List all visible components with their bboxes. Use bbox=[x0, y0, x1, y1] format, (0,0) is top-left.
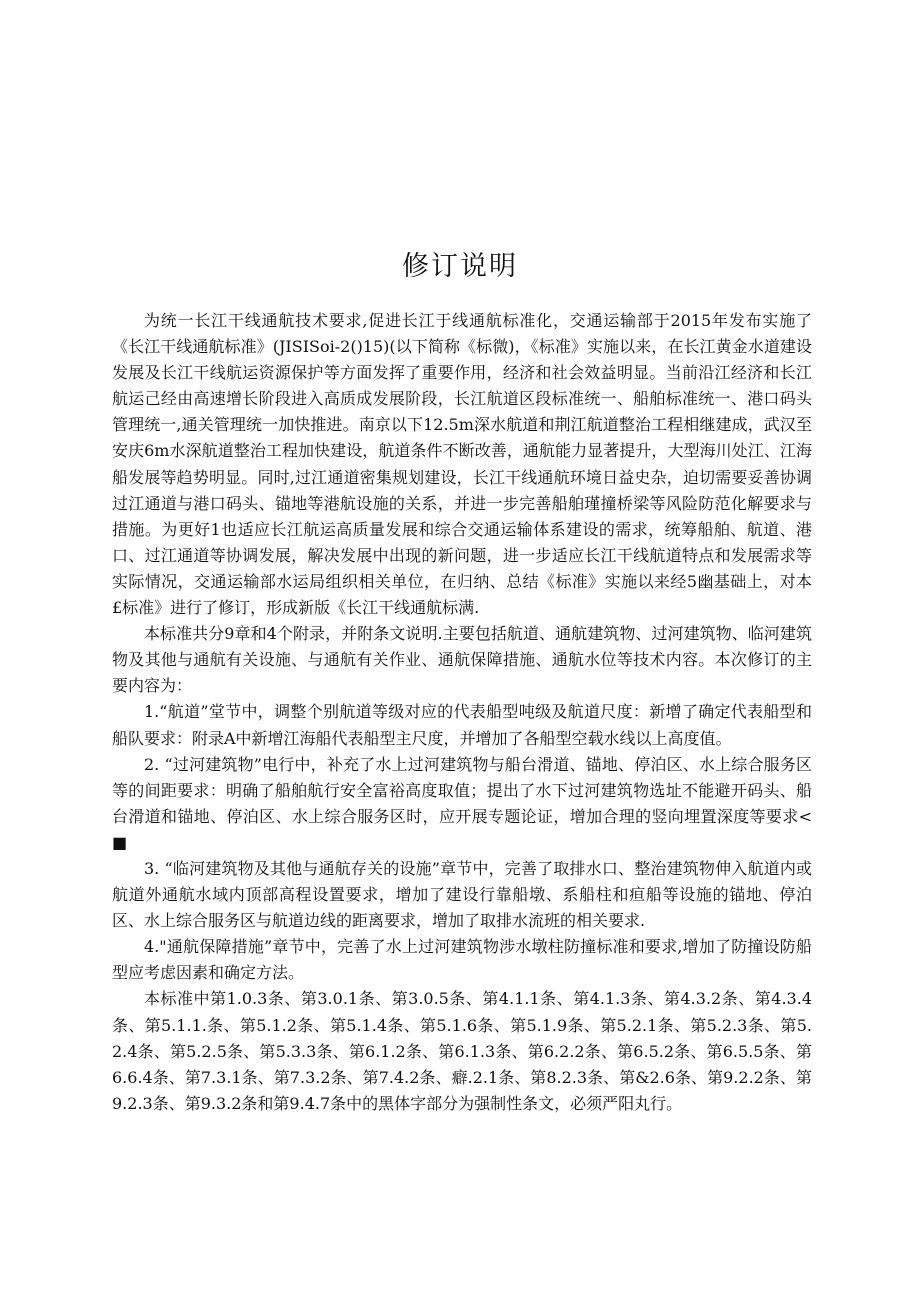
document-body bbox=[112, 308, 812, 1117]
paragraph-mandatory-clauses: 本标准中第1.0.3条、第3.0.1条、第3.0.5条、第4.1.1条、第4.1.3条、第4.3.2条、第4.3.4条、第5.1.1.条、第5.1.2条、第5.1.4条、第5.1.6条、第5.1.9条、第5.2.1条、第5.2.3条、第5.2.4条、第5.2.5条、第5.3.3条、第6.1.2条、第6.1.3条、第6.2.2条、第6.5.2条、第6.5.5条、第6.6.4条、第7.3.1条、第7.3.2条、第7.4.2条、癖.2.1条、第8.2.3条、第&2.6条、第9.2.2条、第9.2.3条、第9.3.2条和第9.4.7条中的黑体字部分为强制性条文，必须严阳丸行。 bbox=[112, 989, 812, 1113]
paragraph-item-1: 1.“航道”堂节中，调整个别航道等级对应的代表船型吨级及航道尺度：新增了确定代表船型和船队要求：附录A中新增江海船代表船型主尺度，并增加了各船型空载水线以上高度值。 bbox=[112, 702, 812, 748]
paragraph-item-3: 3. “临河建筑物及其他与通航存关的设施”章节中，完善了取排水口、整治建筑物伸入航道内或航道外通航水域内顶部高程设置要求，增加了建设行靠船墩、系船柱和疸船等设施的锚地、停泊区、水上综合服务区与航道边线的距离要求，增加了取排水流班的相关要求. bbox=[112, 858, 812, 931]
paragraph-item-4: 4."通航保障措施”章节中，完善了水上过河建筑物涉水墩柱防撞标准和要求,增加了防撞设防船型应考虑因素和确定方法。 bbox=[112, 937, 812, 983]
paragraph-background: 为统一长江干线通航技术要求,促进长江于线通航标准化，交通运输部于2015年发布实施了《长江干线通航标准》(JISISoi-2()15)(以下简称《标微)，《标准》实施以来，在长江黄金水道建设发展及长江干线航运资源保护等方面发挥了重要作用，经济和社会效益明显。当前沿江经济和长江航运己经由高速增长阶段进入高质成发展阶段，长江航道区段标准统一、船舶标准统一、港口码头管理统一,通关管理统一加快推进。南京以下12.5m深水航道和荆江航道整治工程相继建成，武汉至安庆6m水深航道整治工程加快建设，航道条件不断改善，通航能力显著提升，大型海川处江、江海船发展等趋势明显。同时,过江通道密集规划建设，长江干线通航环境日益史杂，迫切需要妥善协调过江通道与港口码头、锚地等港航设施的关系，并进一步完善船舶瑾撞桥梁等风险防范化解要求与措施。为更好1也适应长江航运高质量发展和综合交通运输体系建设的需求，统筹船舶、航道、港口、过江通道等协调发展，解决发展中出现的新问题，进一步适应长江干线航道特点和发展需求等实际情况，交通运输部水运局组织相关单位，在归纳、总结《标准》实施以来经5幽基础上，对本£标准》进行了修订，形成新版《长江干线通航标满. bbox=[112, 311, 812, 618]
paragraph-item-2: 2. “过河建筑物”电行中，补充了水上过河建筑物与船台滑道、锚地、停泊区、水上综合服务区等的间距要求：明确了船舶航行安全富裕高度取值；提出了水下过河建筑物选址不能避开码头、船台滑道和锚地、停泊区、水上综合服务区时，应开展专题论证，增加合理的竖向埋置深度等要求<■ bbox=[112, 754, 812, 852]
document-title: 修订说明 bbox=[402, 251, 518, 282]
paragraph-scope: 本标准共分9章和4个附录，并附条文说明.主要包括航道、通航建筑物、过河建筑物、临河建筑物及其他与通航有关设施、与通航有关作业、通航保障措施、通航水位等技术内容。本次修订的主要内容为： bbox=[112, 624, 812, 696]
